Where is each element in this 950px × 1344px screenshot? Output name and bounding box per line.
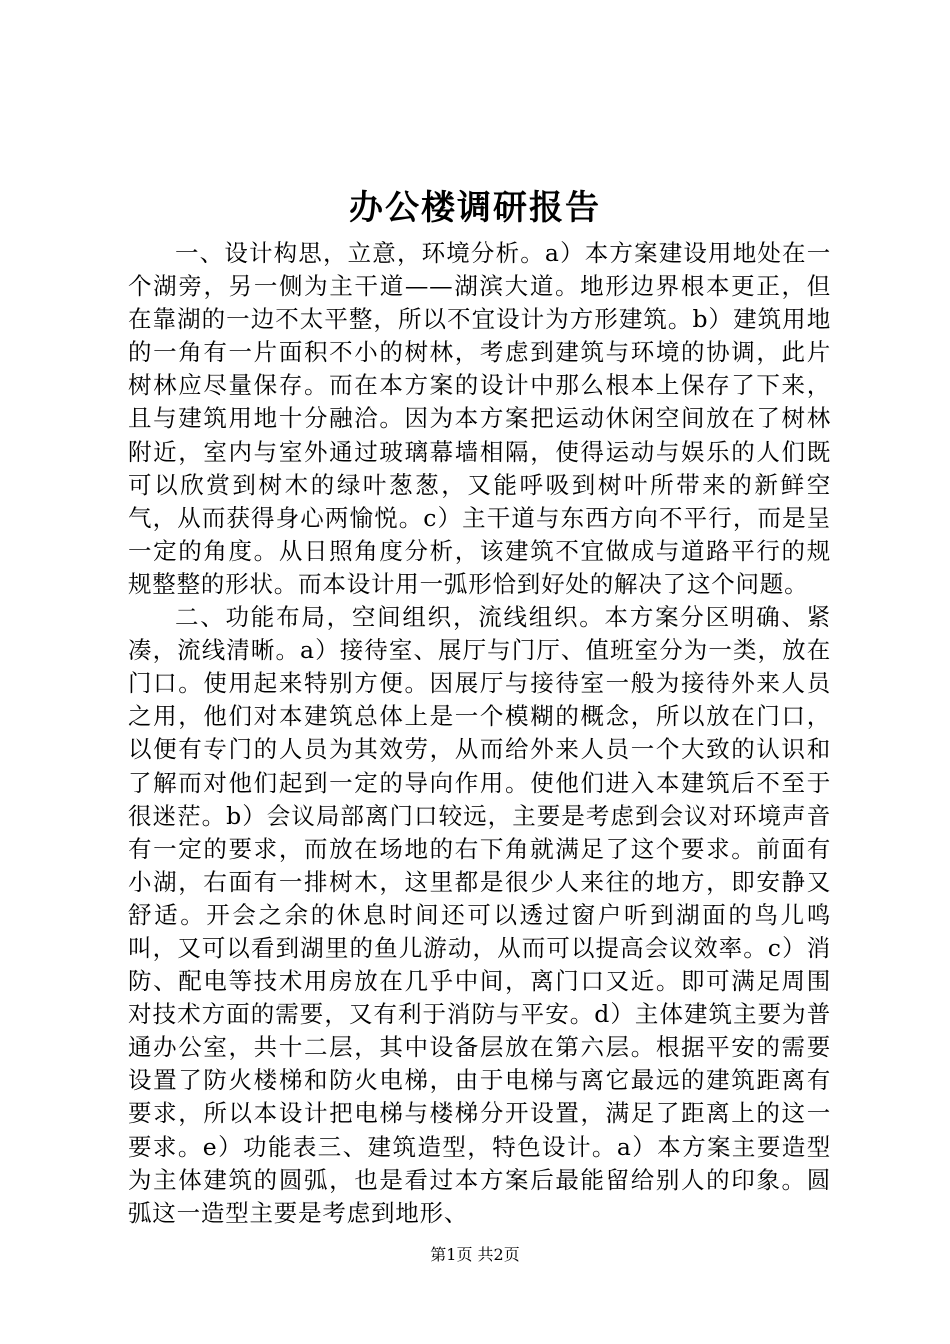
paragraph-function-layout: 二、功能布局，空间组织，流线组织。本方案分区明确、紧凑，流线清晰。a）接待室、展厅与门厅、值班室分为一类，放在门口。使用起来特别方便。因展厅与接待室一般为接待外来人员之用，他们对本建筑总体上是一个模糊的概念，所以放在门口，以便有专门的人员为其效劳，从而给外来人员一个大致的认识和了解而对他们起到一定的导向作用。使他们进入本建筑后不至于很迷茫。b）会议局部离门口较远，主要是考虑到会议对环境声音有一定的要求，而放在场地的右下角就满足了这个要求。前面有小湖，右面有一排树木，这里都是很少人来往的地方，即安静又舒适。开会之余的休息时间还可以透过窗户听到湖面的鸟儿鸣叫，又可以看到湖里的鱼儿游动，从而可以提高会议效率。c）消防、配电等技术用房放在几乎中间，离门口又近。即可满足周围对技术方面的需要，又有利于消防与平安。d）主体建筑主要为普通办公室，共十二层，其中设备层放在第六层。根据平安的需要设置了防火楼梯和防火电梯，由于电梯与离它最远的建筑距离有要求，所以本设计把电梯与楼梯分开设置，满足了距离上的这一要求。e）功能表三、建筑造型，特色设计。a）本方案主要造型为主体建筑的圆弧，也是看过本方案后最能留给别人的印象。圆弧这一造型主要是考虑到地形、 [128, 603, 831, 1227]
document-body [128, 237, 831, 1230]
document-title: 办公楼调研报告 [349, 188, 601, 228]
paragraph-design-concept: 一、设计构思，立意，环境分析。a）本方案建设用地处在一个湖旁，另一侧为主干道——湖滨大道。地形边界根本更正，但在靠湖的一边不太平整，所以不宜设计为方形建筑。b）建筑用地的一角有一片面积不小的树林，考虑到建筑与环境的协调，此片树林应尽量保存。而在本方案的设计中那么根本上保存了下来，且与建筑用地十分融洽。因为本方案把运动休闲空间放在了树林附近，室内与室外通过玻璃幕墙相隔，使得运动与娱乐的人们既可以欣赏到树木的绿叶葱葱，又能呼吸到树叶所带来的新鲜空气，从而获得身心两愉悦。c）主干道与东西方向不平行，而是呈一定的角度。从日照角度分析，该建筑不宜做成与道路平行的规规整整的形状。而本设计用一弧形恰到好处的解决了这个问题。 [128, 239, 831, 598]
page-number-footer: 第1页 共2页 [430, 1245, 520, 1264]
